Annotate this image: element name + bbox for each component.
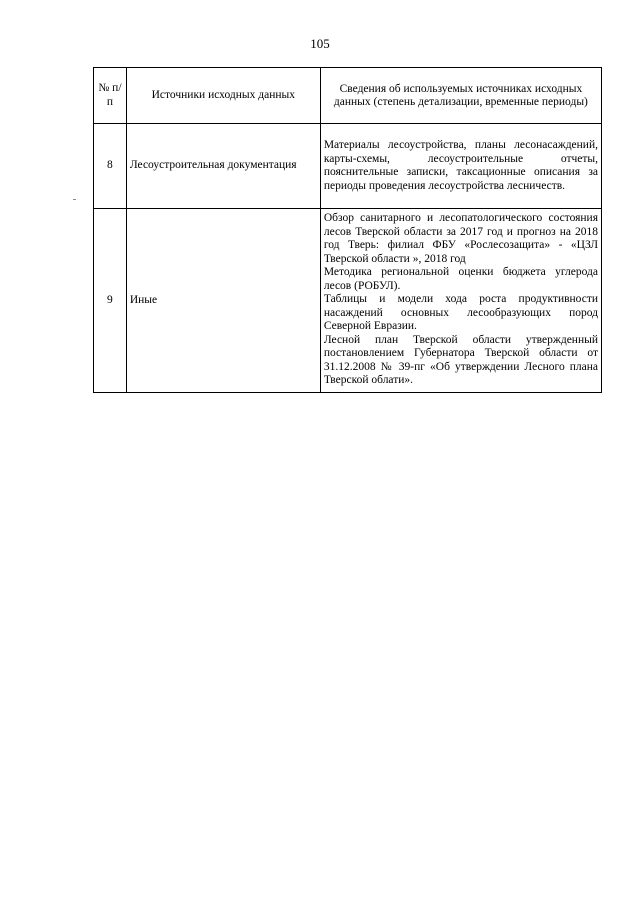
page-number: 105 xyxy=(310,36,330,51)
details-paragraph: Таблицы и модели хода роста продуктивности насаждений основных лесообразующих пород Северной Евразии. xyxy=(323,293,598,332)
row-source: Иные xyxy=(126,209,320,393)
details-paragraph: Лесной план Тверской области утвержденный постановлением Губернатора Тверской области от 31.12.2008 № 39-пг «Об утверждении Лесного плана Тверской облати». xyxy=(323,333,598,386)
row-source: Лесоустроительная документация xyxy=(126,124,320,209)
row-number: 8 xyxy=(94,124,127,209)
source-data-table xyxy=(93,67,602,393)
header-details: Сведения об используемых источниках исходных данных (степень детализации, временные периоды) xyxy=(320,68,601,124)
details-paragraph: Материалы лесоустройства, планы лесонасаждений, карты-схемы, лесоустроительные отчеты, пояснительные записки, таксационные описания за периоды проведения лесоустройства лесничеств. xyxy=(323,139,598,192)
details-paragraph: Обзор санитарного и лесопатологического состояния лесов Тверской области за 2017 год и прогноз на 2018 год Тверь: филиал ФБУ «Рослесозащита» - «ЦЗЛ Тверской области », 2018 год xyxy=(323,212,598,265)
row-number: 9 xyxy=(94,209,127,393)
row-details xyxy=(320,209,601,393)
table-row xyxy=(94,124,602,209)
table-row xyxy=(94,209,602,393)
margin-mark xyxy=(73,199,76,200)
table-header-row xyxy=(94,68,602,124)
details-paragraph: Методика региональной оценки бюджета углерода лесов (РОБУЛ). xyxy=(323,266,598,292)
row-details xyxy=(320,124,601,209)
header-number: № п/п xyxy=(94,68,127,124)
header-source: Источники исходных данных xyxy=(126,68,320,124)
